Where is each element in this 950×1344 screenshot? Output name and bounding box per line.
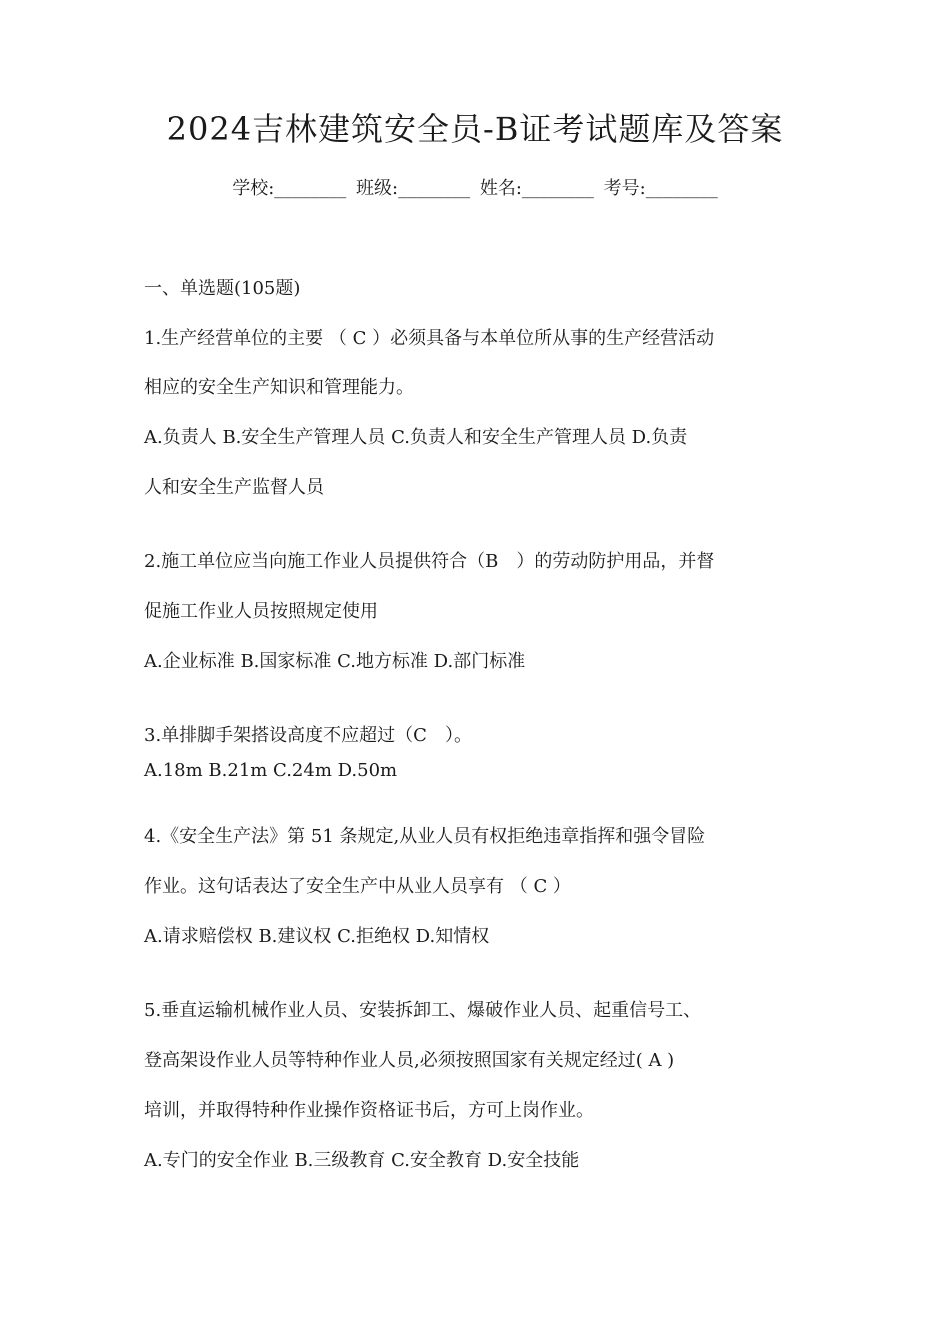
- number-field: 考号:________: [603, 178, 718, 199]
- document-title: 2024吉林建筑安全员-B证考试题库及答案: [166, 110, 784, 148]
- question-3-stem-line-1: 3.单排脚手架搭设高度不应超过（C ）。: [144, 725, 472, 746]
- question-4-options-line-1: A.请求赔偿权 B.建议权 C.拒绝权 D.知情权: [144, 926, 490, 947]
- question-2-stem-line-1: 2.施工单位应当向施工作业人员提供符合（B ）的劳动防护用品，并督: [144, 551, 715, 572]
- question-1-options-line-2: 人和安全生产监督人员: [144, 477, 324, 498]
- question-2-options-line-1: A.企业标准 B.国家标准 C.地方标准 D.部门标准: [144, 651, 526, 672]
- school-field: 学校:________: [232, 178, 347, 199]
- section-title: 一、单选题(105题): [144, 278, 301, 299]
- question-5-stem-line-2: 登高架设作业人员等特种作业人员,必须按照国家有关规定经过( A ): [144, 1050, 675, 1071]
- question-5-stem-line-1: 5.垂直运输机械作业人员、安装拆卸工、爆破作业人员、起重信号工、: [144, 1000, 702, 1021]
- question-2-stem-line-2: 促施工作业人员按照规定使用: [144, 601, 378, 622]
- name-field: 姓名:________: [479, 178, 594, 199]
- question-5-options-line-1: A.专门的安全作业 B.三级教育 C.安全教育 D.安全技能: [144, 1150, 580, 1171]
- question-1-stem-line-2: 相应的安全生产知识和管理能力。: [144, 377, 414, 398]
- question-3-options-line-1: A.18m B.21m C.24m D.50m: [144, 760, 398, 781]
- question-4-stem-line-1: 4.《安全生产法》第 51 条规定,从业人员有权拒绝违章指挥和强令冒险: [144, 826, 706, 847]
- student-info-line: [0, 174, 950, 200]
- question-4-stem-line-2: 作业。这句话表达了安全生产中从业人员享有 （ C ）: [144, 876, 571, 897]
- question-1-stem-line-1: 1.生产经营单位的主要 （ C ）必须具备与本单位所从事的生产经营活动: [144, 328, 715, 349]
- class-field: 班级:________: [356, 178, 471, 199]
- question-5-stem-line-3: 培训，并取得特种作业操作资格证书后，方可上岗作业。: [144, 1100, 594, 1121]
- question-1-options-line-1: A.负责人 B.安全生产管理人员 C.负责人和安全生产管理人员 D.负责: [144, 427, 688, 448]
